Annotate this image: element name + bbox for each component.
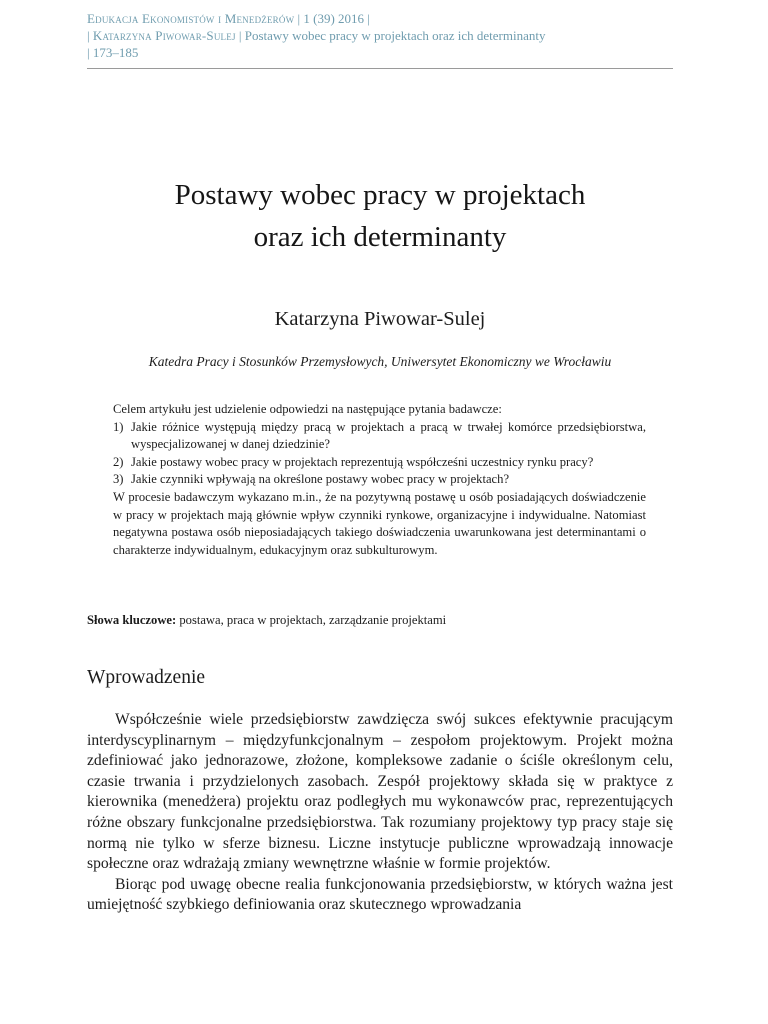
- body-paragraph: Współcześnie wiele przedsiębiorstw zawdzięcza swój sukces efektywnie pracującym interdyscyplinarnym – międzyfunkcjonalnym – zespołom projektowym. Projekt można zdefiniować jako jednorazowe, złożone, kompleksowe zadanie o ściśle określonym celu, czasie trwania i przydzielonych zasobach. Zespół projektowy składa się w praktyce z kierownika (menedżera) projektu oraz podległych mu wykonawców prac, reprezentujących różne obszary funkcjonalne przedsiębiorstwa. Tak rozumiany projektowy typ pracy staje się normą nie tylko w sferze biznesu. Liczne instytucje publiczne wprowadzają innowacje społeczne oraz wdrażają zmiany wewnętrzne właśnie w formie projektów.: [87, 711, 673, 873]
- title-line-1: Postawy wobec pracy w projektach: [174, 179, 586, 211]
- author-name: Katarzyna Piwowar-Sulej: [274, 308, 486, 330]
- issue-number: 1 (39) 2016: [303, 11, 365, 26]
- question-text: Jakie różnice występują między pracą w projektach a pracą w trwałej komórce przedsiębiorstwa, wyspecjalizowanej w danej dziedzinie?: [131, 419, 646, 452]
- section-body: [87, 710, 673, 916]
- header-line-1: Edukacja Ekonomistów i Menedżerów | 1 (39) 2016 |: [87, 11, 370, 26]
- body-paragraph: Biorąc pod uwagę obecne realia funkcjonowania przedsiębiorstw, w których ważna jest umiejętność szybkiego definiowania oraz skutecznego wprowadzania: [87, 875, 673, 914]
- article-title: [87, 174, 673, 258]
- abstract: [113, 401, 646, 559]
- abstract-intro: Celem artykułu jest udzielenie odpowiedzi na następujące pytania badawcze:: [113, 402, 502, 416]
- research-question: [113, 471, 646, 489]
- running-header: [87, 10, 677, 61]
- research-question: [113, 419, 646, 454]
- section-heading: Wprowadzenie: [87, 667, 206, 688]
- header-article-title: Postawy wobec pracy w projektach oraz ich determinanty: [244, 28, 546, 43]
- keywords-label: Słowa kluczowe:: [87, 613, 177, 627]
- question-text: Jakie postawy wobec pracy w projektach reprezentują współcześni uczestnicy rynku pracy?: [131, 454, 594, 469]
- question-number: 3): [113, 472, 124, 487]
- header-line-2: | Katarzyna Piwowar-Sulej | Postawy wobec pracy w projektach oraz ich determinanty: [87, 28, 546, 43]
- page-range: 173–185: [92, 45, 139, 60]
- question-text: Jakie czynniki wpływają na określone postawy wobec pracy w projektach?: [131, 472, 510, 487]
- header-author: Katarzyna Piwowar-Sulej: [92, 28, 236, 43]
- keywords-list: postawa, praca w projektach, zarządzanie projektami: [176, 613, 447, 627]
- research-question: [113, 454, 646, 472]
- question-number: 1): [113, 419, 124, 434]
- question-number: 2): [113, 454, 124, 469]
- research-questions: [113, 419, 646, 489]
- header-divider: [87, 68, 673, 69]
- keywords: [87, 611, 673, 629]
- author-affiliation: Katedra Pracy i Stosunków Przemysłowych, Uniwersytet Ekonomiczny we Wrocławiu: [148, 354, 612, 369]
- journal-name: Edukacja Ekonomistów i Menedżerów: [87, 11, 295, 26]
- abstract-summary: W procesie badawczym wykazano m.in., że na pozytywną postawę u osób posiadających doświadczenie w pracy w projektach mają głównie wpływ czynniki rynkowe, organizacyjne i indywidualne. Natomiast negatywna postawa osób nieposiadających takiego doświadczenia uwarunkowana jest determinantami o charakterze indywidualnym, edukacyjnym oraz subkulturowym.: [113, 489, 646, 557]
- header-line-3: | 173–185: [87, 45, 139, 60]
- title-line-2: oraz ich determinanty: [253, 221, 507, 253]
